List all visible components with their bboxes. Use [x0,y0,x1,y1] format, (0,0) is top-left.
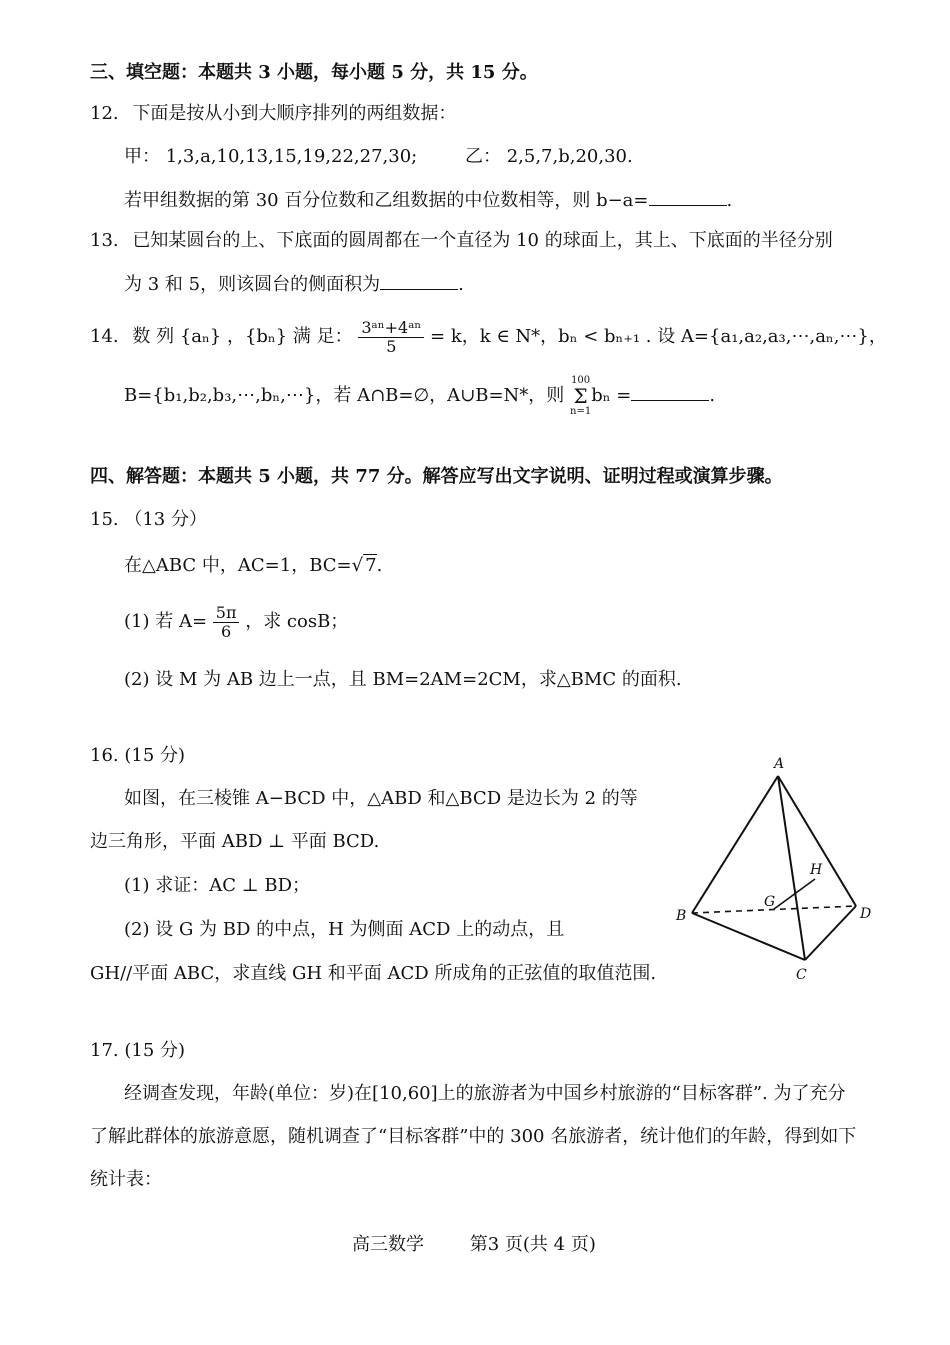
edge-ac [778,776,805,960]
label-b: B [676,908,687,924]
q15-p1-den: 6 [221,621,232,641]
q15-part1 [124,600,348,644]
q16-part2-line2: GH//平面 ABC，求直线 GH 和平面 ACD 所成角的正弦值的取值范围. [90,963,657,984]
q14-sum-bottom: n=1 [570,406,592,417]
q15-given-end: . [376,555,383,576]
edge-ad [778,776,856,906]
footer-subject: 高三数学 [352,1234,424,1255]
q12-group-a: 甲： 1,3,a,10,13,15,19,22,27,30; [124,146,418,167]
tetrahedron-figure [670,748,890,988]
q13-number: 13. [90,230,119,251]
q14-frac-den: 5 [386,336,397,356]
q12-ask [124,187,732,213]
q15-given: 在△ABC 中，AC=1，BC=√ 7. [124,555,383,576]
q14-sum-top: 100 [571,375,591,386]
q14-sum-operator [570,375,591,417]
q13-line2 [124,271,464,297]
q14-frac-num: 3ᵃⁿ+4ᵃⁿ [358,319,424,338]
q12-group-b: 乙： 2,5,7,b,20,30. [464,146,633,167]
q17-line2: 了解此群体的旅游意愿，随机调查了“目标客群”中的 300 名旅游者，统计他们的年龄，得到如下 [90,1126,857,1147]
q13-answer-blank[interactable] [380,271,458,290]
label-g: G [764,894,776,910]
q13-end: . [458,274,464,295]
q16-line2: 边三角形，平面 ABD ⊥ 平面 BCD. [90,831,380,852]
q15-given-pre: 在△ABC 中，AC=1，BC= [124,555,352,576]
q17-line1: 经调查发现，年龄(单位：岁)在[10,60]上的旅游者为中国乡村旅游的“目标客群”. 为了充分 [124,1083,846,1104]
q16-part2-line1: (2) 设 G 为 BD 的中点，H 为侧面 ACD 上的动点，且 [124,919,565,940]
q12-data-row [124,145,633,169]
q14-pre: 数 列 {aₙ} ，{bₙ} 满 足： [132,326,353,347]
q13-line1 [90,229,833,253]
edge-cd [805,906,856,960]
q15-label: 15. （13 分） [90,509,207,530]
q15-p1-num: 5π [213,604,240,623]
label-a: A [774,756,785,772]
q16-label: 16. (15 分) [90,745,186,766]
footer-page: 第3 页(共 4 页) [469,1234,596,1255]
q14-sum-sigma: Σ [573,384,588,408]
q14-post: = k，k ∈ N*，bₙ < bₙ₊₁ . 设 A={a₁,a₂,a₃,⋯,aₙ,⋯}， [430,326,887,347]
q12-stem [90,102,456,126]
q17-line3: 统计表： [90,1169,162,1190]
edge-ab [692,776,778,913]
q14-number: 14. [90,326,119,347]
edge-bc [692,913,805,960]
q13-line2-text: 为 3 和 5，则该圆台的侧面积为 [124,274,381,295]
q14-line1 [90,314,887,360]
page-footer [352,1233,596,1257]
label-h: H [810,862,823,878]
q15-p1-pre: (1) 若 A= [124,611,208,632]
q17-label: 17. (15 分) [90,1040,186,1061]
q12-answer-blank[interactable] [649,187,727,206]
q14-line2-pre: B={b₁,b₂,b₃,⋯,bₙ,⋯}，若 A∩B=∅，A∪B=N*，则 [124,385,565,406]
q13-line1-text: 已知某圆台的上、下底面的圆周都在一个直径为 10 的球面上，其上、下底面的半径分别 [132,230,833,251]
section4-heading: 四、解答题：本题共 5 小题，共 77 分。解答应写出文字说明、证明过程或演算步骤。 [90,466,783,487]
q12-number: 12. [90,103,119,124]
q15-given-sqrt: 7 [365,555,377,576]
q12-end: . [726,190,733,211]
q14-answer-blank[interactable] [631,382,709,401]
section3-heading: 三、填空题：本题共 3 小题，每小题 5 分，共 15 分。 [90,62,538,83]
label-d: D [860,906,872,922]
q14-end: . [709,385,716,406]
q14-sum-term: bₙ = [591,385,632,406]
q12-stem-text: 下面是按从小到大顺序排列的两组数据： [132,103,457,124]
q16-part1: (1) 求证：AC ⊥ BD； [124,875,311,896]
q16-line1: 如图，在三棱锥 A−BCD 中，△ABD 和△BCD 是边长为 2 的等 [124,788,638,809]
q15-p1-fraction [213,604,240,641]
q15-p1-post: ，求 cosB； [245,611,349,632]
q14-line2 [124,374,715,418]
q14-fraction [358,319,424,356]
q12-ask-text: 若甲组数据的第 30 百分位数和乙组数据的中位数相等，则 b−a= [124,190,649,211]
label-c: C [796,967,807,983]
q15-part2: (2) 设 M 为 AB 边上一点，且 BM=2AM=2CM，求△BMC 的面积. [124,669,682,690]
